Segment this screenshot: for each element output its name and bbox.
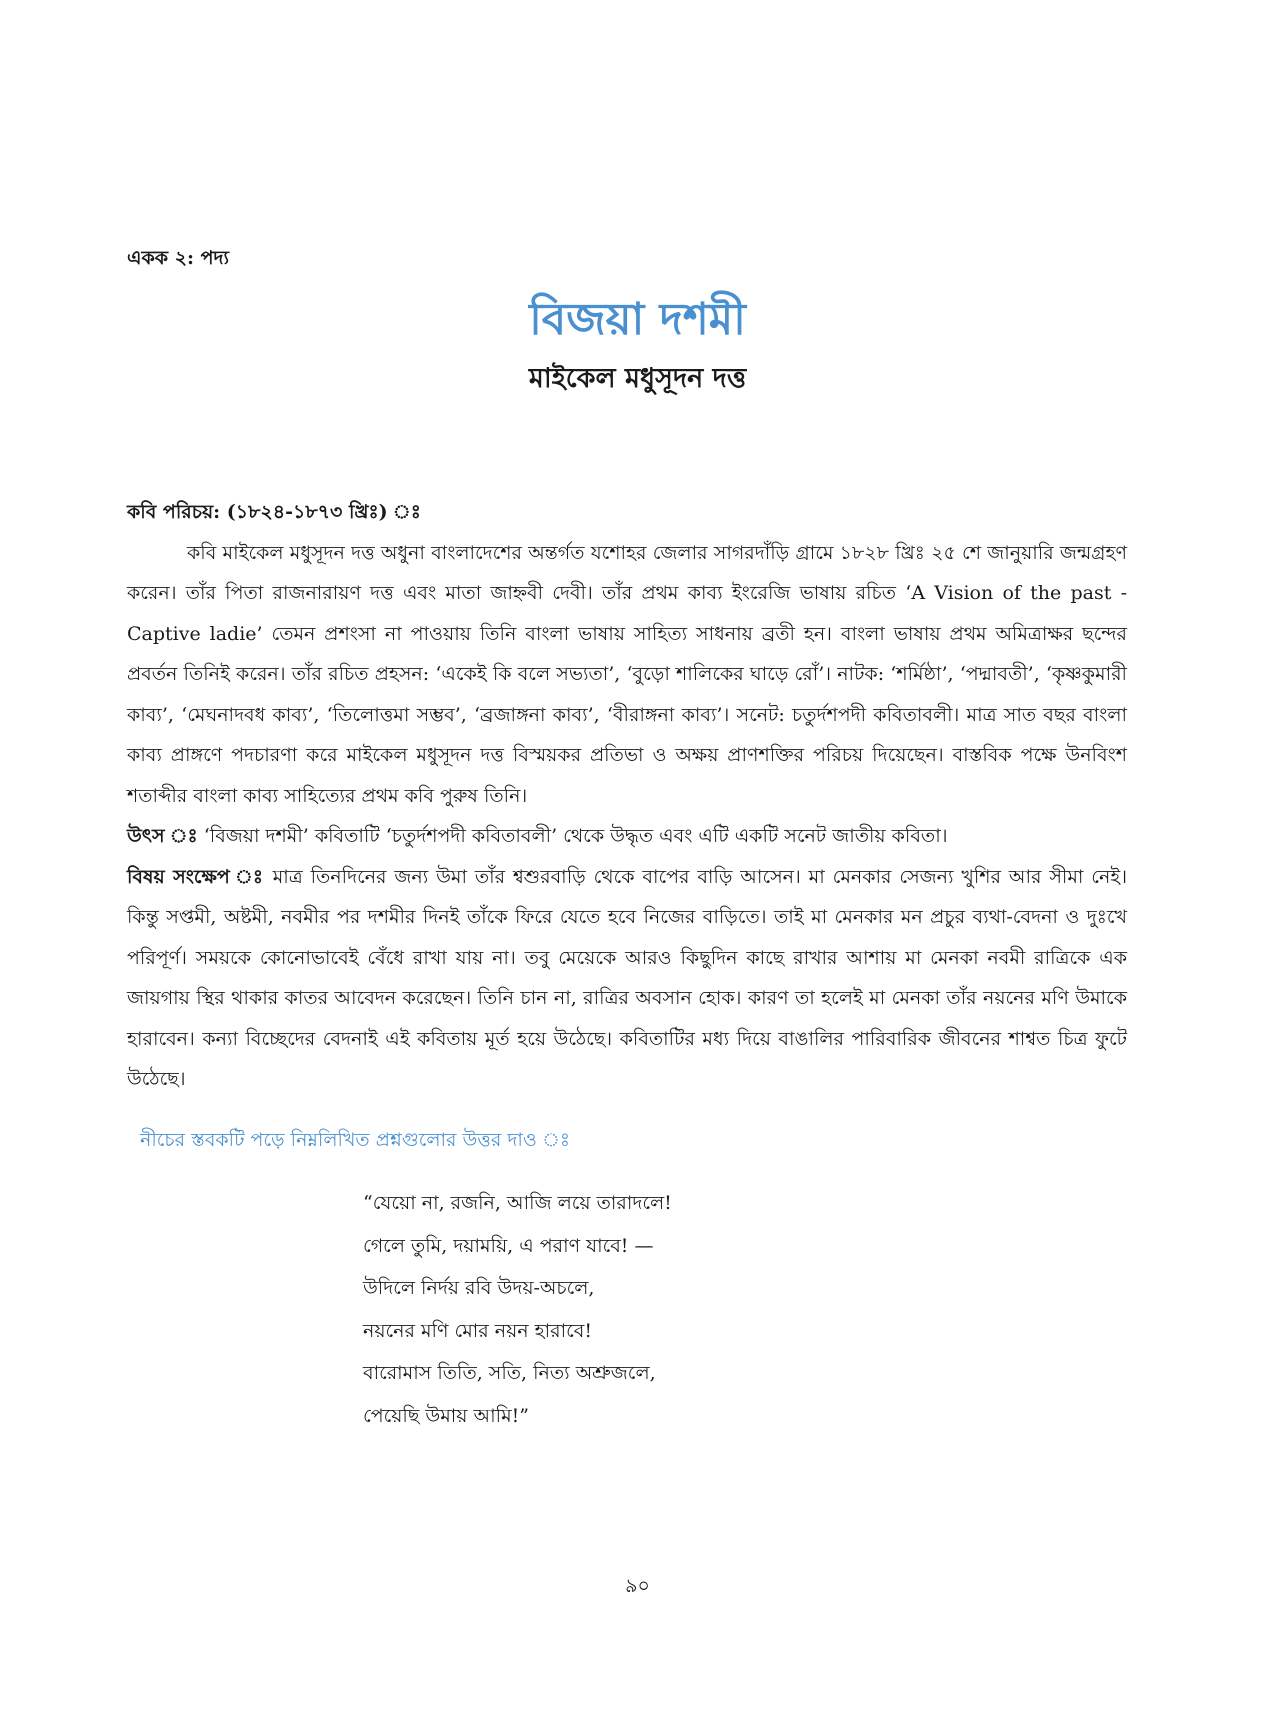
poem-line: নয়নের মণি মোর নয়ন হারাবে! xyxy=(363,1319,592,1342)
summary-text: মাত্র তিনদিনের জন্য উমা তাঁর শ্বশুরবাড়ি থেকে বাপের বাড়ি আসেন। মা মেনকার সেজন্য খুশির আর সীমা নেই। কিন্তু সপ্তমী, অষ্টমী, নবমীর পর দশমীর দিনই তাঁকে ফিরে যেতে হবে নিজের বাড়িতে। তাই মা মেনকার মন প্রচুর ব্যথা-বেদনা ও দুঃখে পরিপূর্ণ। সময়কে কোনোভাবেই বেঁধে রাখা যায় না। তবু মেয়েকে আরও কিছুদিন কাছে রাখার আশায় মা মেনকা নবমী রাত্রিকে এক জায়গায় স্থির থাকার কাতর আবেদন করেছেন। তিনি চান না, রাত্রির অবসান হোক। কারণ তা হলেই মা মেনকা তাঁর নয়নের মণি উমাকে হারাবেন। কন্যা বিচ্ছেদের বেদনাই এই কবিতায় মূর্ত হয়ে উঠেছে। কবিতাটির মধ্য দিয়ে বাঙালির পারিবারিক জীবনের শাশ্বত চিত্র ফুটে উঠেছে। xyxy=(127,865,1127,1090)
main-content xyxy=(127,492,1127,1100)
poem-line: উদিলে নির্দয় রবি উদয়-অচলে, xyxy=(363,1277,595,1299)
poem-line: পেয়েছি উমায় আমি!” xyxy=(363,1404,530,1427)
poem-line: “যেয়ো না, রজনি, আজি লয়ে তারাদলে! xyxy=(363,1192,672,1214)
source-paragraph xyxy=(127,816,1127,857)
poet-intro-heading: কবি পরিচয়: (১৮২৪-১৮৭৩ খ্রিঃ) ঃ xyxy=(127,501,421,523)
poem-stanza xyxy=(363,1182,672,1437)
poem-line: বারোমাস তিতি, সতি, নিত্য অশ্রুজলে, xyxy=(363,1362,656,1384)
page-number: ৯০ xyxy=(625,1575,650,1597)
author-name: মাইকেল মধুসূদন দত্ত xyxy=(528,363,747,394)
unit-label: একক ২: পদ্য xyxy=(127,247,230,269)
question-instruction: নীচের স্তবকটি পড়ে নিম্নলিখিত প্রশ্নগুলোর উত্তর দাও ঃ xyxy=(140,1129,571,1151)
poem-title: বিজয়া দশমী xyxy=(529,294,746,345)
source-label: উৎস ঃ xyxy=(127,825,198,847)
source-text: ‘বিজয়া দশমী’ কবিতাটি ‘চতুর্দশপদী কবিতাবলী’ থেকে উদ্ধৃত এবং এটি একটি সনেট জাতীয় কবিতা। xyxy=(203,825,948,847)
summary-paragraph xyxy=(127,857,1127,1100)
poem-line: গেলে তুমি, দয়াময়ি, এ পরাণ যাবে! — xyxy=(363,1234,654,1257)
summary-label: বিষয় সংক্ষেপ ঃ xyxy=(127,865,265,888)
poet-intro-text: কবি মাইকেল মধুসূদন দত্ত অধুনা বাংলাদেশের অন্তর্গত যশোহর জেলার সাগরদাঁড়ি গ্রামে ১৮২৮ খ্রিঃ ২৫ শে জানুয়ারি জন্মগ্রহণ করেন। তাঁর পিতা রাজনারায়ণ দত্ত এবং মাতা জাহ্নবী দেবী। তাঁর প্রথম কাব্য ইংরেজি ভাষায় রচিত ‘A Vision of the past - Captive ladie’ তেমন প্রশংসা না পাওয়ায় তিনি বাংলা ভাষায় সাহিত্য সাধনায় ব্রতী হন। বাংলা ভাষায় প্রথম অমিত্রাক্ষর ছন্দের প্রবর্তন তিনিই করেন। তাঁর রচিত প্রহসন: ‘একেই কি বলে সভ্যতা’, ‘বুড়ো শালিকের ঘাড়ে রোঁ’। নাটক: ‘শর্মিষ্ঠা’, ‘পদ্মাবতী’, ‘কৃষ্ণকুমারী কাব্য’, ‘মেঘনাদবধ কাব্য’, ‘তিলোত্তমা সম্ভব’, ‘ব্রজাঙ্গনা কাব্য’, ‘বীরাঙ্গনা কাব্য’। সনেট: চতুর্দশপদী কবিতাবলী। মাত্র সাত বছর বাংলা কাব্য প্রাঙ্গণে পদচারণা করে মাইকেল মধুসূদন দত্ত বিস্ময়কর প্রতিভা ও অক্ষয় প্রাণশক্তির পরিচয় দিয়েছেন। বাস্তবিক পক্ষে উনবিংশ শতাব্দীর বাংলা কাব্য সাহিত্যের প্রথম কবি পুরুষ তিনি। xyxy=(127,541,1127,807)
